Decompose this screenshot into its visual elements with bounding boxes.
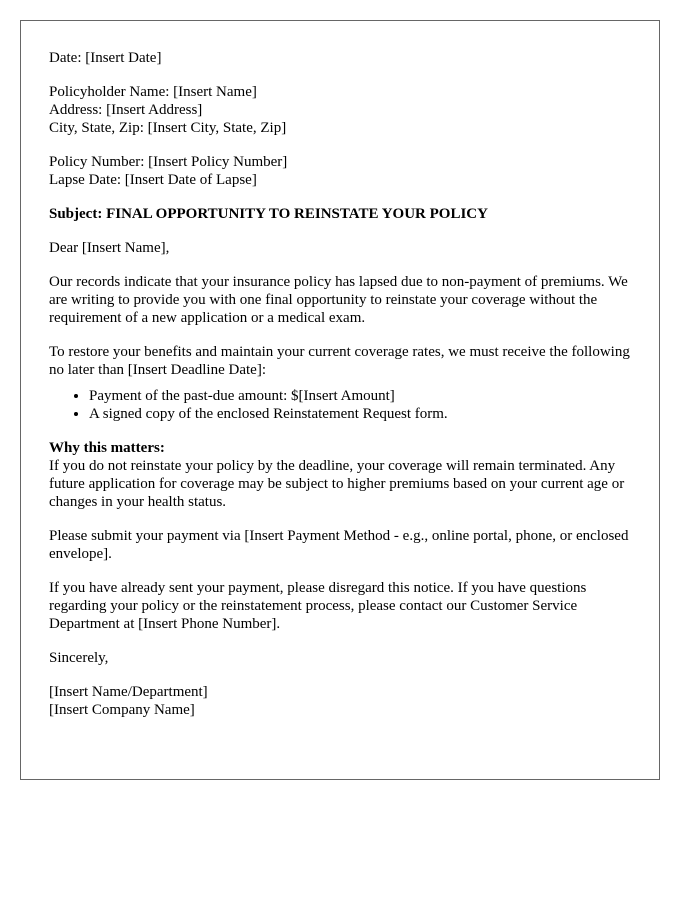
closing-note-paragraph: If you have already sent your payment, please disregard this notice. If you have questions regarding your policy or the reinstatement process, please contact our Customer Service Department at [Insert Phone Number]. [49,580,587,632]
list-item: • Payment of the past-due amount: $[Insert Amount] [89,387,631,405]
date-block [49,49,631,67]
why-heading: Why this matters: [49,440,165,456]
closing: Sincerely, [49,650,109,666]
policy-number: Policy Number: [Insert Policy Number] [49,154,288,170]
letter-subject: Subject: FINAL OPPORTUNITY TO REINSTATE YOUR POLICY [49,206,488,222]
policyholder-address-block [49,83,631,137]
policyholder-city-state-zip: City, State, Zip: [Insert City, State, Zip] [49,120,287,136]
list-item: • A signed copy of the enclosed Reinstatement Request form. [89,405,631,423]
intro-paragraph: Our records indicate that your insurance policy has lapsed due to non-payment of premiums. We are writing to provide you with one final opportunity to reinstate your coverage without the requirement of a new application or a medical exam. [49,274,628,326]
why-section [49,439,631,511]
lapse-date: Lapse Date: [Insert Date of Lapse] [49,172,257,188]
salutation: Dear [Insert Name], [49,240,170,256]
letter-date: Date: [Insert Date] [49,50,162,66]
payment-paragraph: Please submit your payment via [Insert Payment Method - e.g., online portal, phone, or enclosed envelope]. [49,528,629,562]
why-text: If you do not reinstate your policy by the deadline, your coverage will remain terminated. Any future application for coverage may be subject to higher premiums based on your current age or changes in your health status. [49,458,625,510]
letter-document [20,20,660,780]
requirements-intro: To restore your benefits and maintain your current coverage rates, we must receive the following no later than [Insert Deadline Date]: [49,344,630,378]
policyholder-address: Address: [Insert Address] [49,102,203,118]
policyholder-name: Policyholder Name: [Insert Name] [49,84,257,100]
requirements-list [49,387,631,423]
company-name: [Insert Company Name] [49,702,195,718]
signature-block [49,683,631,719]
policy-info-block [49,153,631,189]
signer-name-department: [Insert Name/Department] [49,684,208,700]
